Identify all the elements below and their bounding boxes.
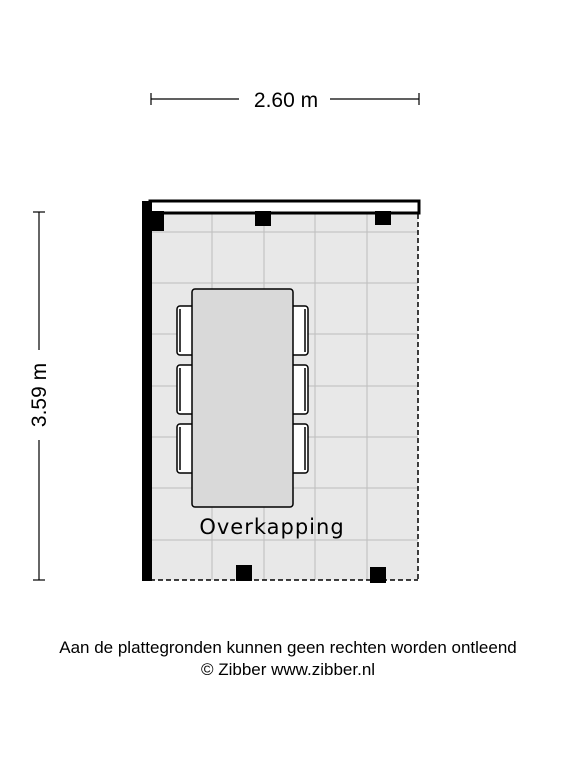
- room-label: Overkapping: [199, 515, 345, 539]
- dining-set: [177, 289, 308, 507]
- copyright-text: © Zibber www.zibber.nl: [200, 660, 376, 679]
- post-bottom-middle: [236, 565, 252, 581]
- width-label: 2.60 m: [253, 89, 319, 112]
- post-top-left: [149, 211, 164, 231]
- post-top-right: [375, 211, 391, 225]
- disclaimer-text: Aan de plattegronden kunnen geen rechten worden ontleend: [59, 638, 517, 657]
- dining-table: [192, 289, 293, 507]
- width-dimension: [151, 89, 419, 112]
- height-label: 3.59 m: [28, 362, 51, 428]
- left-wall: [142, 201, 152, 581]
- post-top-middle: [255, 211, 271, 226]
- height-dimension: [28, 212, 51, 580]
- post-bottom-right: [370, 567, 386, 583]
